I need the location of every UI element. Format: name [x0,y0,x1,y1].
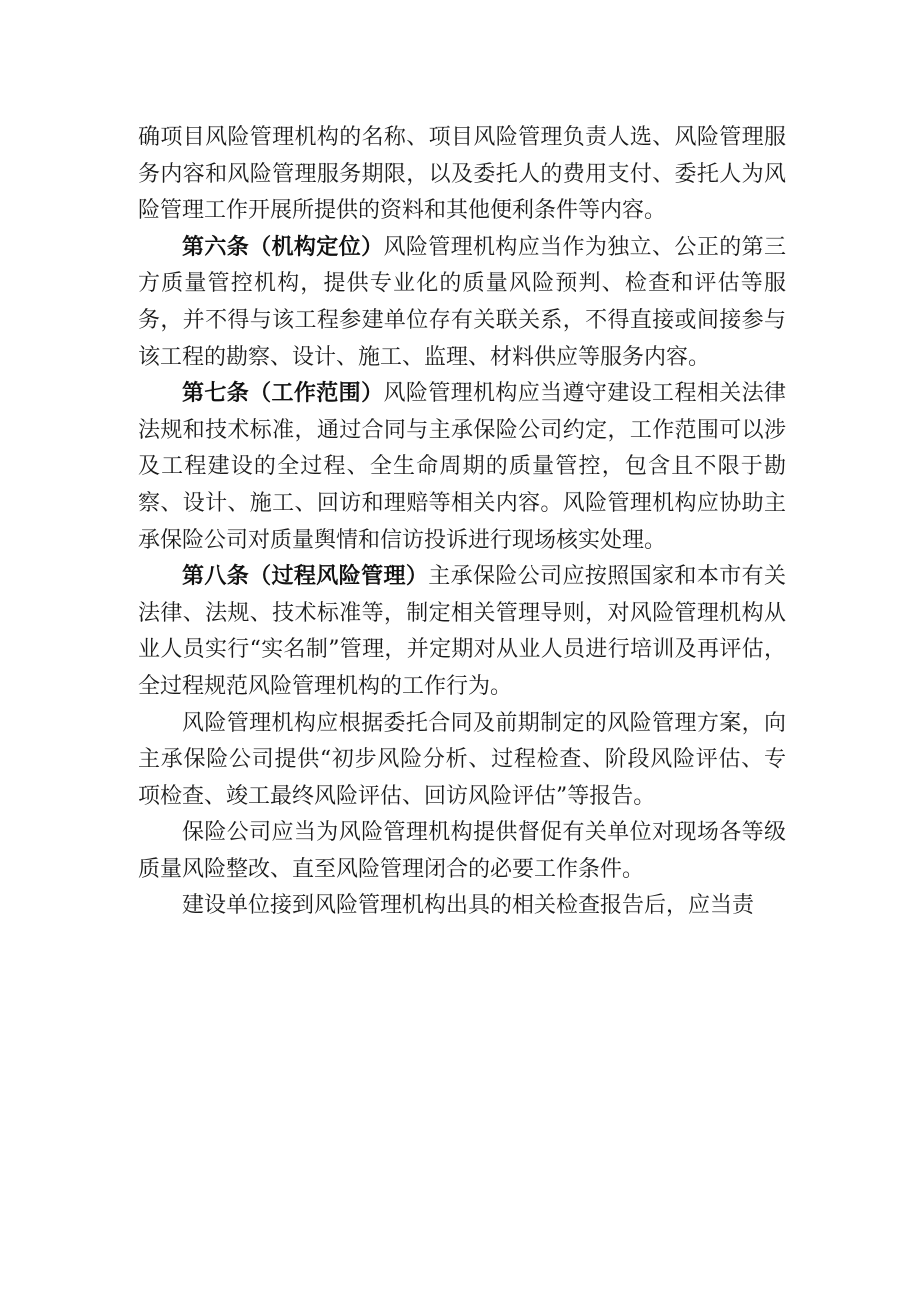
article-8-title: 第八条（过程风险管理） [182,564,429,590]
paragraph-text: 确项目风险管理机构的名称、项目风险管理负责人选、风险管理服务内容和风险管理服务期限，以及委托人的费用支付、委托人为风险管理工作开展所提供的资料和其他便利条件等内容。 [138,125,786,224]
report-text: 风险管理机构应根据委托合同及前期制定的风险管理方案，向主承保险公司提供“初步风险分析、过程检查、阶段风险评估、专项检查、竣工最终风险评估、回访风险评估”等报告。 [138,710,786,809]
article-8-paragraph [138,559,786,705]
document-body [138,120,786,925]
article-6-paragraph [138,230,786,376]
builder-paragraph [138,888,786,925]
insurer-paragraph [138,815,786,888]
article-7-title: 第七条（工作范围） [182,381,384,407]
article-6-text: 风险管理机构应当作为独立、公正的第三方质量管控机构，提供专业化的质量风险预判、检查和评估等服务，并不得与该工程参建单位存有关联关系，不得直接或间接参与该工程的勘察、设计、施工、监理、材料供应等服务内容。 [138,234,786,370]
article-7-paragraph [138,376,786,559]
article-8-text: 主承保险公司应按照国家和本市有关法律、法规、技术标准等，制定相关管理导则，对风险管理机构从业人员实行“实名制”管理，并定期对从业人员进行培训及再评估，全过程规范风险管理机构的工作行为。 [138,564,786,699]
builder-text: 建设单位接到风险管理机构出具的相关检查报告后，应当责 [182,893,755,919]
report-paragraph [138,706,786,816]
insurer-text: 保险公司应当为风险管理机构提供督促有关单位对现场各等级质量风险整改、直至风险管理闭合的必要工作条件。 [138,820,786,882]
article-6-title: 第六条（机构定位） [182,234,384,260]
paragraph-continuation [138,120,786,230]
article-7-text: 风险管理机构应当遵守建设工程相关法律法规和技术标准，通过合同与主承保险公司约定，工作范围可以涉及工程建设的全过程、全生命周期的质量管控，包含且不限于勘察、设计、施工、回访和理赔等相关内容。风险管理机构应协助主承保险公司对质量舆情和信访投诉进行现场核实处理。 [138,381,786,553]
